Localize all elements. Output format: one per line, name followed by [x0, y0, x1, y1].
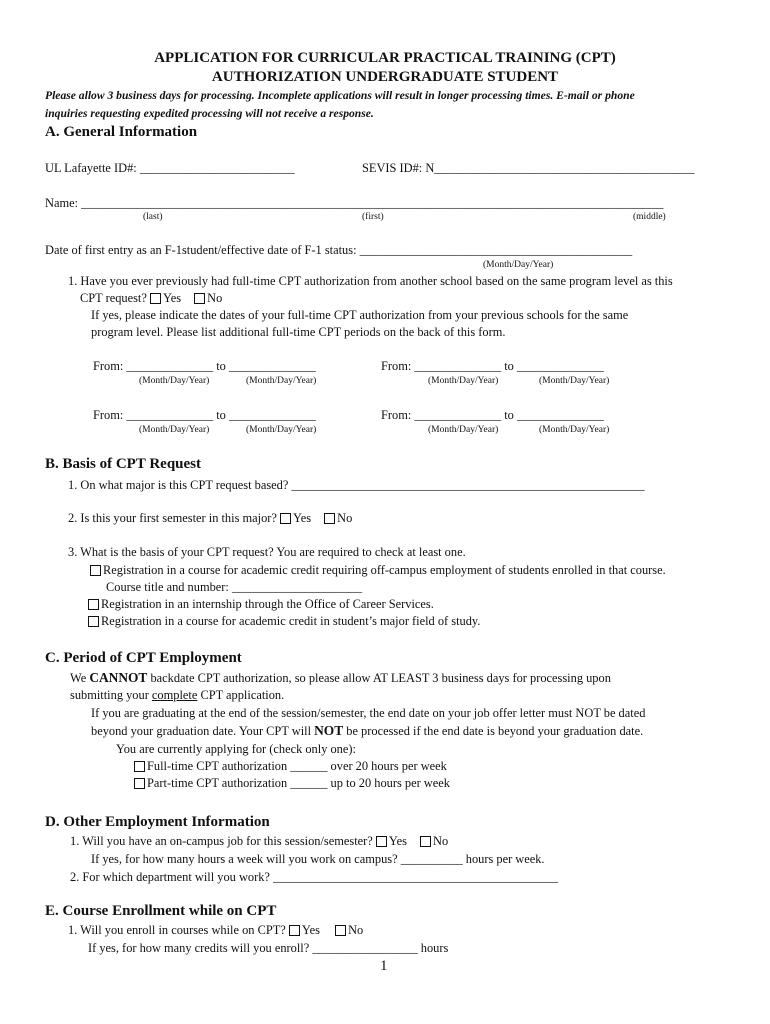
- section-e-heading: E. Course Enrollment while on CPT: [45, 903, 277, 919]
- e-q1-no-label: No: [348, 923, 364, 937]
- range-2-from-hint: (Month/Day/Year): [428, 376, 499, 386]
- a-question1-line1: 1. Have you ever previously had full-time CPT authorization from another school based on the same program level as this: [68, 274, 673, 288]
- c-line2: submitting your complete CPT application.: [70, 688, 285, 702]
- a-q1-no-checkbox[interactable]: [194, 293, 205, 304]
- a-q1-yes-label: Yes: [163, 291, 182, 305]
- first-entry-date-hint: (Month/Day/Year): [483, 260, 554, 270]
- b-option-offcampus-course: [90, 563, 666, 578]
- b-opt2-label: Registration in an internship through the Office of Career Services.: [101, 597, 434, 611]
- fulltime-label: Full-time CPT authorization ______ over 20 hours per week: [147, 759, 447, 773]
- processing-notice-line1: Please allow 3 business days for processing. Incomplete applications will result in longer processing times. E-mail or phone: [45, 89, 635, 102]
- first-entry-date-field[interactable]: Date of first entry as an F-1student/effective date of F-1 status: ____________________________________________: [45, 243, 633, 257]
- e-q1-no-checkbox[interactable]: [335, 925, 346, 936]
- department-field[interactable]: 2. For which department will you work? ______________________________________________: [70, 870, 559, 884]
- e-question1-prompt: 1. Will you enroll in courses while on CPT?: [68, 923, 286, 937]
- b-q2-yes-label: Yes: [293, 511, 312, 525]
- d-question1-prompt: 1. Will you have an on-campus job for this session/semester?: [70, 834, 373, 848]
- b-opt3-label: Registration in a course for academic credit in student’s major field of study.: [101, 614, 481, 628]
- a-question1-line3: If yes, please indicate the dates of your full-time CPT authorization from your previous schools for the same: [91, 308, 629, 322]
- range-4-to-hint: (Month/Day/Year): [539, 425, 610, 435]
- b-question2: [68, 511, 352, 526]
- name-middle-hint: (middle): [633, 212, 666, 222]
- cpt-period-range-4[interactable]: From: ______________ to ______________: [381, 408, 604, 422]
- e-q1-yes-label: Yes: [301, 923, 320, 937]
- fulltime-checkbox[interactable]: [134, 761, 145, 772]
- section-b-heading: B. Basis of CPT Request: [45, 456, 201, 472]
- range-2-to-hint: (Month/Day/Year): [539, 376, 610, 386]
- d-q1-no-checkbox[interactable]: [420, 836, 431, 847]
- range-1-from-hint: (Month/Day/Year): [139, 376, 210, 386]
- a-question1-line4: program level. Please list additional full-time CPT periods on the back of this form.: [91, 325, 506, 339]
- e-question1: [68, 923, 363, 938]
- c-line5: You are currently applying for (check only one):: [116, 742, 356, 756]
- ul-id-field[interactable]: UL Lafayette ID#: _________________________: [45, 161, 295, 175]
- section-a-heading: A. General Information: [45, 124, 198, 140]
- d-q1-yes-checkbox[interactable]: [376, 836, 387, 847]
- a-question1-line2: [80, 291, 222, 306]
- parttime-label: Part-time CPT authorization ______ up to 20 hours per week: [147, 776, 450, 790]
- c-line4: beyond your graduation date. Your CPT will NOT be processed if the end date is beyond your graduation date.: [91, 723, 644, 738]
- b-question2-prompt: 2. Is this your first semester in this major?: [68, 511, 277, 525]
- range-3-to-hint: (Month/Day/Year): [246, 425, 317, 435]
- course-title-field[interactable]: Course title and number: _____________________: [106, 580, 363, 594]
- complete-emphasis: complete: [151, 688, 198, 702]
- cpt-period-range-2[interactable]: From: ______________ to ______________: [381, 359, 604, 373]
- d-q1-yes-label: Yes: [388, 834, 407, 848]
- b-option-major-course: [88, 614, 480, 629]
- b-opt1-label: Registration in a course for academic credit requiring off-campus employment of students enrolled in that course.: [103, 563, 666, 577]
- range-3-from-hint: (Month/Day/Year): [139, 425, 210, 435]
- cannot-emphasis: CANNOT: [89, 670, 148, 685]
- name-last-hint: (last): [143, 212, 163, 222]
- range-1-to-hint: (Month/Day/Year): [246, 376, 317, 386]
- b-question3: 3. What is the basis of your CPT request? You are required to check at least one.: [68, 545, 466, 559]
- name-first-hint: (first): [362, 212, 384, 222]
- a-question1-prompt: CPT request?: [80, 291, 147, 305]
- oncampus-hours-field[interactable]: If yes, for how many hours a week will you work on campus? __________ hours per week.: [91, 852, 545, 866]
- form-title-line2: AUTHORIZATION UNDERGRADUATE STUDENT: [211, 69, 559, 85]
- b-opt3-checkbox[interactable]: [88, 616, 99, 627]
- b-opt2-checkbox[interactable]: [88, 599, 99, 610]
- b-q2-no-checkbox[interactable]: [324, 513, 335, 524]
- sevis-id-field[interactable]: SEVIS ID#: N__________________________________________: [362, 161, 695, 175]
- processing-notice-line2: inquiries requesting expedited processing will not receive a response.: [45, 107, 374, 120]
- page-number: 1: [380, 958, 388, 974]
- major-field[interactable]: 1. On what major is this CPT request based? _________________________________________________________: [68, 478, 645, 492]
- b-option-internship: [88, 597, 434, 612]
- c-option-parttime: [134, 776, 450, 791]
- cpt-period-range-3[interactable]: From: ______________ to ______________: [93, 408, 316, 422]
- credits-field[interactable]: If yes, for how many credits will you enroll? _________________ hours: [88, 941, 449, 955]
- section-d-heading: D. Other Employment Information: [45, 814, 270, 830]
- range-4-from-hint: (Month/Day/Year): [428, 425, 499, 435]
- cpt-period-range-1[interactable]: From: ______________ to ______________: [93, 359, 316, 373]
- parttime-checkbox[interactable]: [134, 778, 145, 789]
- b-q2-no-label: No: [337, 511, 353, 525]
- form-title-line1: APPLICATION FOR CURRICULAR PRACTICAL TRAINING (CPT): [154, 50, 616, 66]
- d-question1: [70, 834, 448, 849]
- c-line1: We CANNOT backdate CPT authorization, so please allow AT LEAST 3 business days for processing upon: [70, 670, 611, 685]
- d-q1-no-label: No: [433, 834, 449, 848]
- c-line3: If you are graduating at the end of the session/semester, the end date on your job offer letter must NOT be dated: [91, 706, 646, 720]
- c-option-fulltime: [134, 759, 447, 774]
- a-q1-yes-checkbox[interactable]: [150, 293, 161, 304]
- name-field[interactable]: Name: ______________________________________________________________________________________________: [45, 196, 664, 210]
- b-q2-yes-checkbox[interactable]: [280, 513, 291, 524]
- not-emphasis: NOT: [314, 723, 344, 738]
- a-q1-no-label: No: [207, 291, 223, 305]
- b-opt1-checkbox[interactable]: [90, 565, 101, 576]
- section-c-heading: C. Period of CPT Employment: [45, 650, 242, 666]
- e-q1-yes-checkbox[interactable]: [289, 925, 300, 936]
